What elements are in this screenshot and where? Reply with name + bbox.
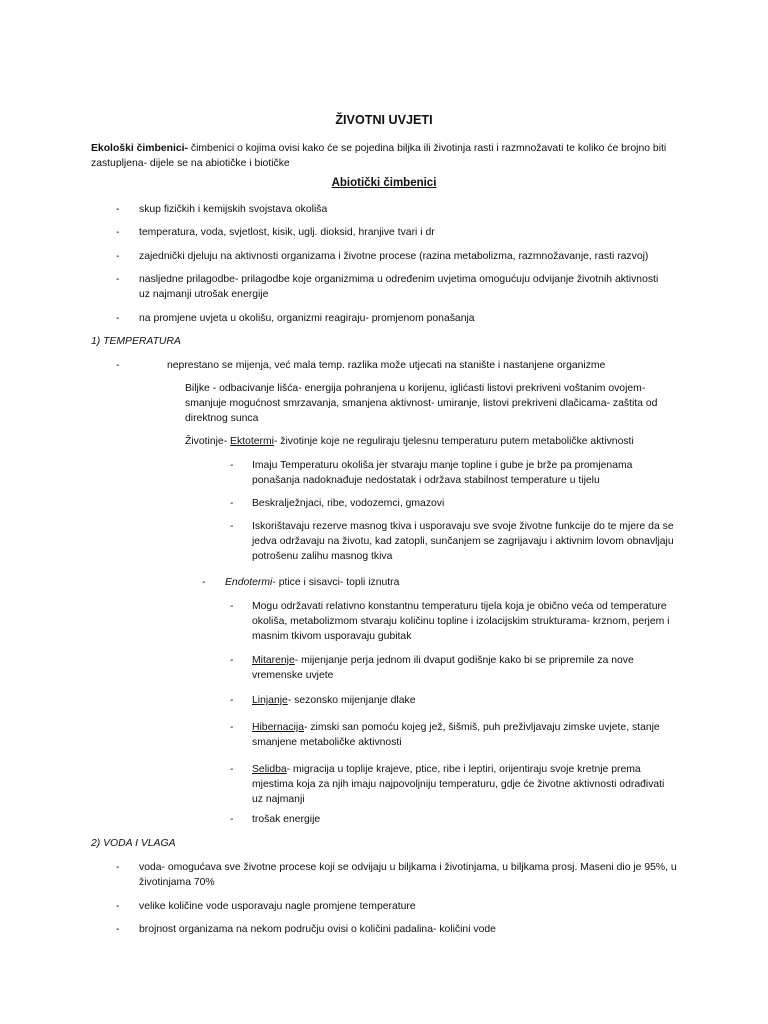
list-dash: - bbox=[230, 695, 234, 706]
list-item bbox=[252, 693, 672, 708]
list-dash: - bbox=[116, 862, 120, 873]
list-dash: - bbox=[116, 274, 120, 285]
endotherm-term: Endotermi bbox=[225, 577, 273, 588]
list-item: zajednički djeluju na aktivnosti organizama i životne procese (razina metabolizma, razmnožavanje, rasti razvoj) bbox=[139, 251, 649, 262]
list-item: Beskralježnjaci, ribe, vodozemci, gmazovi bbox=[252, 498, 445, 509]
list-item bbox=[252, 599, 672, 644]
list-dash: - bbox=[230, 814, 234, 825]
item-text: - zimski san pomoću kojeg jež, šišmiš, puh preživljavaju zimske uvjete, stanje smanjene metaboličke aktivnosti bbox=[252, 722, 660, 748]
item-text: - mijenjanje perja jednom ili dvaput godišnje kako bi se pripremile za nove vremenske uvjete bbox=[252, 655, 634, 681]
list-item bbox=[252, 762, 672, 807]
abiotic-heading: Abiotički čimbenici bbox=[331, 177, 437, 189]
ectotherm-definition: - životinje koje ne reguliraju tjelesnu temperaturu putem metaboličke aktivnosti bbox=[273, 436, 634, 447]
list-dash: - bbox=[116, 251, 120, 262]
intro-text: čimbenici o kojima ovisi kako će se pojedina biljka ili životinja rasti i razmnožavati te koliko će brojno biti zastupljena- dijele se na abiotičke i biotičke bbox=[91, 143, 667, 169]
item-text: Mogu održavati relativno konstantnu temperaturu tijela koja je obično veća od temperature okoliša, metabolizmom stvaraju količinu topline i izolacijskim strukturama- krznom, perjem i masnim tkivom usporavaju gubitak bbox=[252, 601, 670, 642]
item-term: Linjanje bbox=[252, 695, 288, 706]
list-dash: - bbox=[116, 901, 120, 912]
list-dash: - bbox=[230, 722, 234, 733]
list-item: Iskorištavaju rezerve masnog tkiva i usporavaju sve svoje životne funkcije do te mjere da se jedva održavaju na životu, kad zatopli, sunčanjem se zagrijavaju i aktivnim lovom obnavljaju potrošenu zalihu masnog tkiva bbox=[252, 521, 674, 562]
list-dash: - bbox=[230, 601, 234, 612]
list-item: velike količine vode usporavaju nagle promjene temperature bbox=[139, 901, 416, 912]
list-item: voda- omogućava sve životne procese koji se odvijaju u biljkama i životinjama, u biljkama prosj. Maseni dio je 95%, u životinjama 70% bbox=[139, 862, 677, 888]
animals-paragraph bbox=[185, 434, 705, 449]
list-item: Imaju Temperaturu okoliša jer stvaraju manje topline i gube je brže pa promjenama ponašanja nadoknađuje nedostatak i održava stabilnost temperature u tijelu bbox=[252, 460, 633, 486]
list-dash: - bbox=[116, 227, 120, 238]
list-dash: - bbox=[230, 655, 234, 666]
list-dash: - bbox=[202, 577, 206, 588]
list-item bbox=[252, 720, 672, 750]
item-text: trošak energije bbox=[252, 814, 321, 825]
list-item bbox=[252, 653, 672, 683]
list-dash: - bbox=[230, 460, 234, 471]
endotherm-line bbox=[225, 575, 645, 590]
ectotherm-term: Ektotermi bbox=[230, 436, 274, 447]
list-dash: - bbox=[116, 313, 120, 324]
list-item: temperatura, voda, svjetlost, kisik, uglj. dioksid, hranjive tvari i dr bbox=[139, 227, 435, 238]
item-term: Hibernacija bbox=[252, 722, 304, 733]
section-heading-temperature: 1) TEMPERATURA bbox=[91, 336, 181, 347]
item-term: Selidba bbox=[252, 764, 287, 775]
plants-paragraph: Biljke - odbacivanje lišća- energija pohranjena u korijenu, iglićasti listovi prekriveni voštanim ovojem- smanjuje mogućnost smrzavanja, smanjena aktivnost- umiranje, listovi prekriveni dlačicama- zaštita od direktnog sunca bbox=[185, 383, 658, 424]
item-text: - migracija u toplije krajeve, ptice, ribe i leptiri, orijentiraju svoje kretnje prema mjestima koja za njih imaju najpovoljniju temperaturu, gdje će životne aktivnosti odrađivati uz najmanji bbox=[252, 764, 665, 805]
list-dash: - bbox=[230, 498, 234, 509]
list-item: nasljedne prilagodbe- prilagodbe koje organizmima u određenim uvjetima omogućuju odvijanje životnih aktivnosti uz najmanji utrošak energije bbox=[139, 274, 659, 300]
list-item: neprestano se mijenja, već mala temp. razlika može utjecati na stanište i nastanjene organizme bbox=[167, 360, 606, 371]
intro-paragraph bbox=[91, 141, 691, 171]
list-item bbox=[252, 812, 672, 827]
intro-term: Ekološki čimbenici- bbox=[91, 143, 189, 154]
section-heading-water: 2) VODA I VLAGA bbox=[91, 838, 176, 849]
page-title: ŽIVOTNI UVJETI bbox=[335, 113, 433, 127]
item-text: - sezonsko mijenjanje dlake bbox=[287, 695, 416, 706]
list-item: brojnost organizama na nekom području ovisi o količini padalina- količini vode bbox=[139, 924, 496, 935]
list-item: skup fizičkih i kemijskih svojstava okoliša bbox=[139, 204, 328, 215]
animals-prefix: Životinje- bbox=[185, 436, 231, 447]
endotherm-definition: - ptice i sisavci- topli iznutra bbox=[272, 577, 400, 588]
list-item: na promjene uvjeta u okolišu, organizmi reagiraju- promjenom ponašanja bbox=[139, 313, 475, 324]
list-dash: - bbox=[116, 204, 120, 215]
item-term: Mitarenje bbox=[252, 655, 295, 666]
list-dash: - bbox=[230, 521, 234, 532]
list-dash: - bbox=[230, 764, 234, 775]
list-dash: - bbox=[116, 924, 120, 935]
list-dash: - bbox=[116, 360, 120, 371]
